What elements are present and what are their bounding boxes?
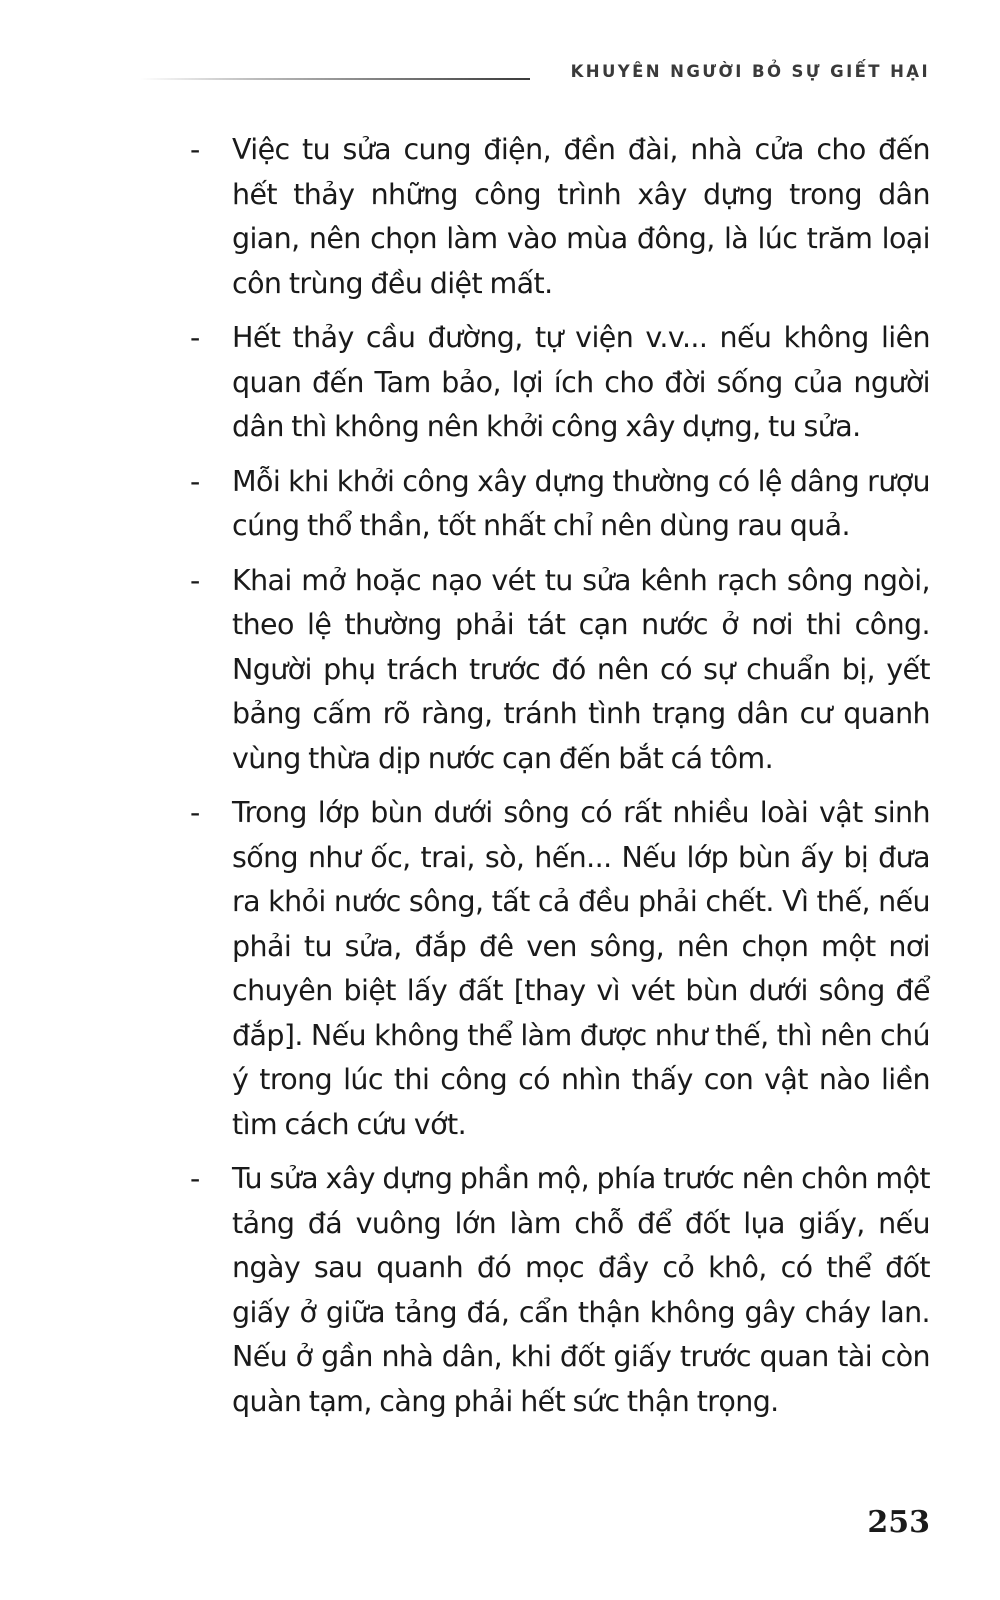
list-bullet: -: [190, 133, 201, 166]
list-item-text: Trong lớp bùn dưới sông có rất nhiều loài vật sinh sống như ốc, trai, sò, hến... Nếu lớp bùn ấy bị đưa ra khỏi nước sông, tất cả đều phải chết. Vì thế, nếu phải tu sửa, đắp đê ven sông, nên chọn một nơi chuyên biệt lấy đất [thay vì vét bùn dưới sông để đắp]. Nếu không thể làm được như thế, thì nên chú ý trong lúc thi công có nhìn thấy con vật nào liền tìm cách cứu vớt.: [232, 796, 930, 1141]
list-bullet: -: [190, 796, 201, 829]
header-title: KHUYÊN NGƯỜI BỎ SỰ GIẾT HẠI: [570, 62, 930, 81]
list-item-text: Việc tu sửa cung điện, đền đài, nhà cửa cho đến hết thảy những công trình xây dựng trong dân gian, nên chọn làm vào mùa đông, là lúc trăm loại côn trùng đều diệt mất.: [232, 133, 930, 300]
list-bullet: -: [190, 464, 201, 498]
list-item-text: Khai mở hoặc nạo vét tu sửa kênh rạch sông ngòi, theo lệ thường phải tát cạn nước ở nơi thi công. Người phụ trách trước đó nên có sự chuẩn bị, yết bảng cấm rõ ràng, tránh tình trạng dân cư quanh vùng thừa dịp nước cạn đến bắt cá tôm.: [232, 563, 930, 775]
list-item-text: Mỗi khi khởi công xây dựng thường có lệ dâng rượu cúng thổ thần, tốt nhất chỉ nên dùng rau quả.: [232, 464, 930, 542]
list-item: [190, 316, 930, 450]
page-number: 253: [867, 1505, 930, 1540]
list-bullet: -: [190, 321, 201, 354]
list-bullet: -: [190, 563, 201, 597]
header-rule: [140, 78, 530, 80]
list-item-text: Hết thảy cầu đường, tự viện v.v... nếu không liên quan đến Tam bảo, lợi ích cho đời sống của người dân thì không nên khởi công xây dựng, tu sửa.: [232, 321, 930, 443]
list-item-text: Tu sửa xây dựng phần mộ, phía trước nên chôn một tảng đá vuông lớn làm chỗ để đốt lụa giấy, nếu ngày sau quanh đó mọc đầy cỏ khô, có thể đốt giấy ở giữa tảng đá, cẩn thận không gây cháy lan. Nếu ở gần nhà dân, khi đốt giấy trước quan tài còn quàn tạm, càng phải hết sức thận trọng.: [232, 1162, 930, 1418]
list-item: [190, 1157, 930, 1424]
page-body: [190, 128, 930, 1434]
list-item: [190, 559, 930, 782]
list-item: [190, 128, 930, 306]
running-header: [140, 60, 930, 92]
list-bullet: -: [190, 1162, 201, 1195]
list-item: [190, 460, 930, 549]
list-item: [190, 791, 930, 1147]
